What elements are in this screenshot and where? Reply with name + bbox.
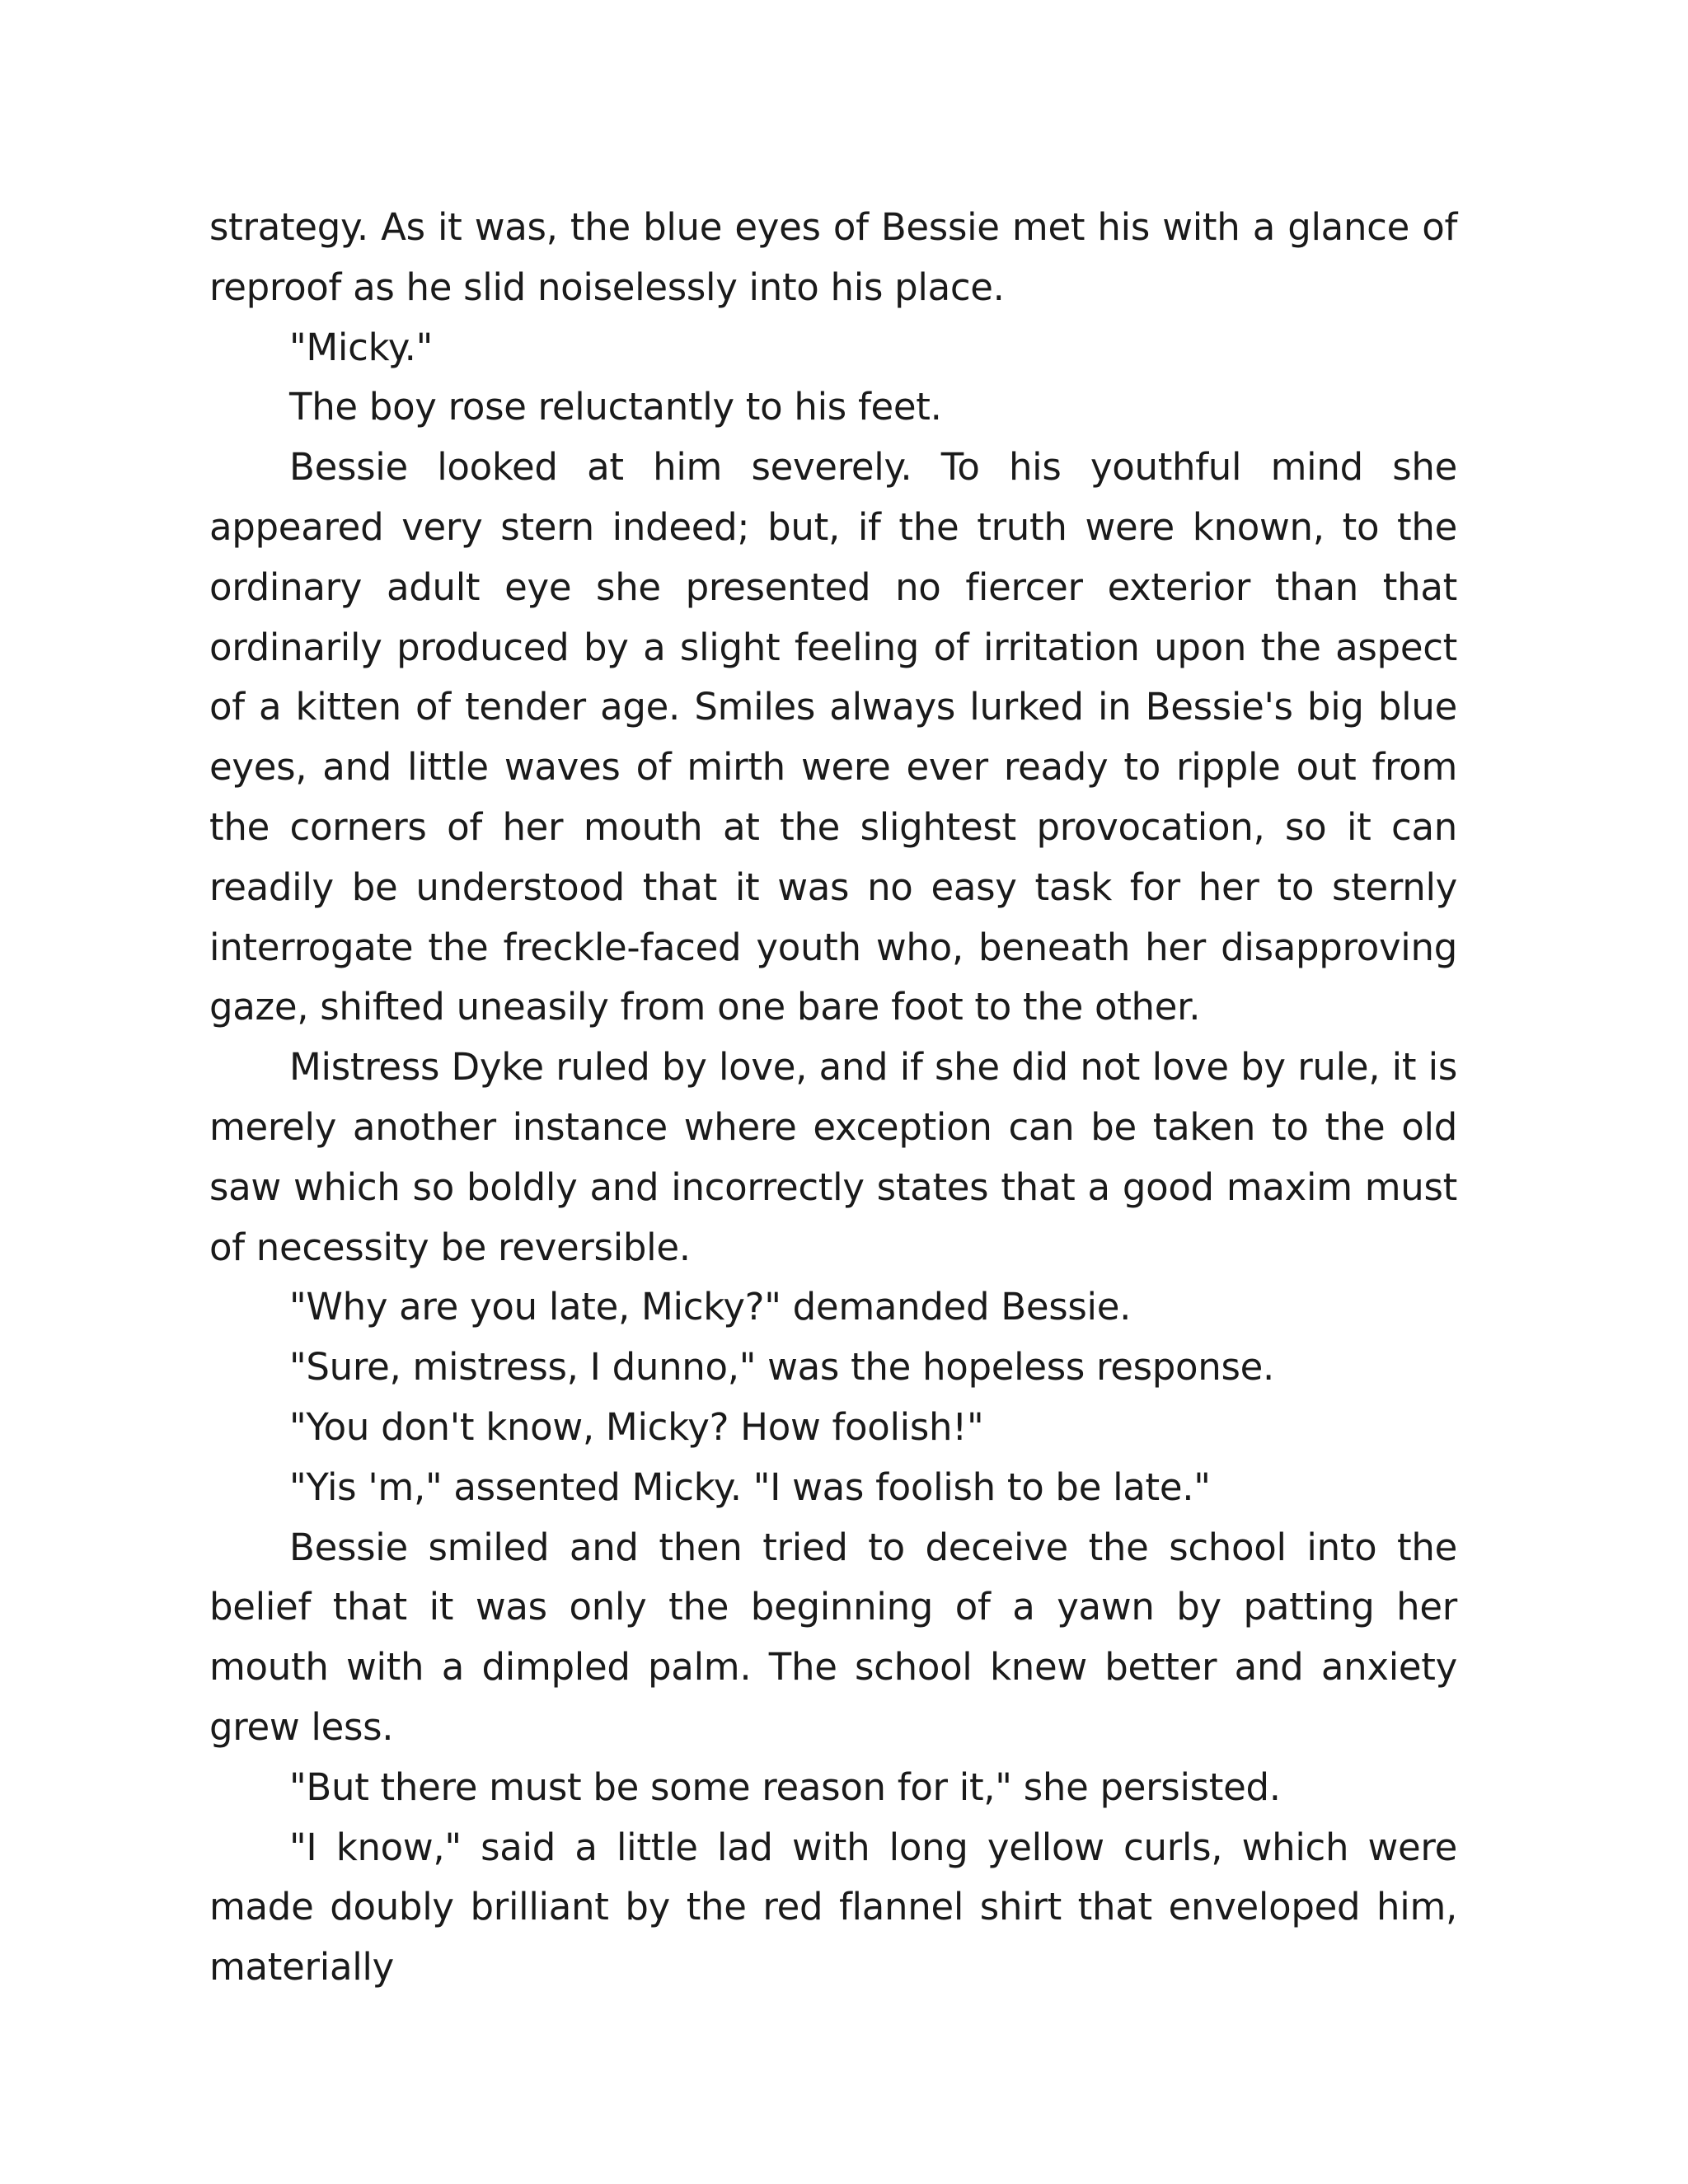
paragraph: "Sure, mistress, I dunno," was the hopeless response.	[289, 1345, 1275, 1390]
paragraph: "You don't know, Micky? How foolish!"	[289, 1404, 984, 1449]
paragraph: Mistress Dyke ruled by love, and if she did not love by rule, it is merely another instance where exception can be taken to the old saw which so boldly and incorrectly states that a good maxim must of necessity be reversible.	[209, 1045, 1457, 1269]
paragraph: Bessie looked at him severely. To his youthful mind she appeared very stern indeed; but, if the truth were known, to the ordinary adult eye she presented no fiercer exterior than that ordinarily produced by a slight feeling of irritation upon the aspect of a kitten of tender age. Smiles always lurked in Bessie's big blue eyes, and little waves of mirth were ever ready to ripple out from the corners of her mouth at the slightest provocation, so it can readily be understood that it was no easy task for her to sternly interrogate the freckle-faced youth who, beneath her disapproving gaze, shifted uneasily from one bare foot to the other.	[209, 445, 1457, 1029]
paragraph: Bessie smiled and then tried to deceive the school into the belief that it was only the beginning of a yawn by patting her mouth with a dimpled palm. The school knew better and anxiety grew less.	[209, 1525, 1457, 1749]
paragraph: "But there must be some reason for it," she persisted.	[289, 1765, 1281, 1809]
paragraph: "Why are you late, Micky?" demanded Bessie.	[289, 1285, 1132, 1329]
paragraph: The boy rose reluctantly to his feet.	[289, 385, 942, 429]
paragraph: "Micky."	[289, 325, 434, 369]
page-body	[209, 198, 1457, 1998]
paragraph: strategy. As it was, the blue eyes of Bessie met his with a glance of reproof as he slid noiselessly into his place.	[209, 205, 1457, 309]
paragraph: "I know," said a little lad with long yellow curls, which were made doubly brilliant by the red flannel shirt that enveloped him, materially	[209, 1825, 1457, 1990]
paragraph: "Yis 'm," assented Micky. "I was foolish to be late."	[289, 1465, 1211, 1509]
